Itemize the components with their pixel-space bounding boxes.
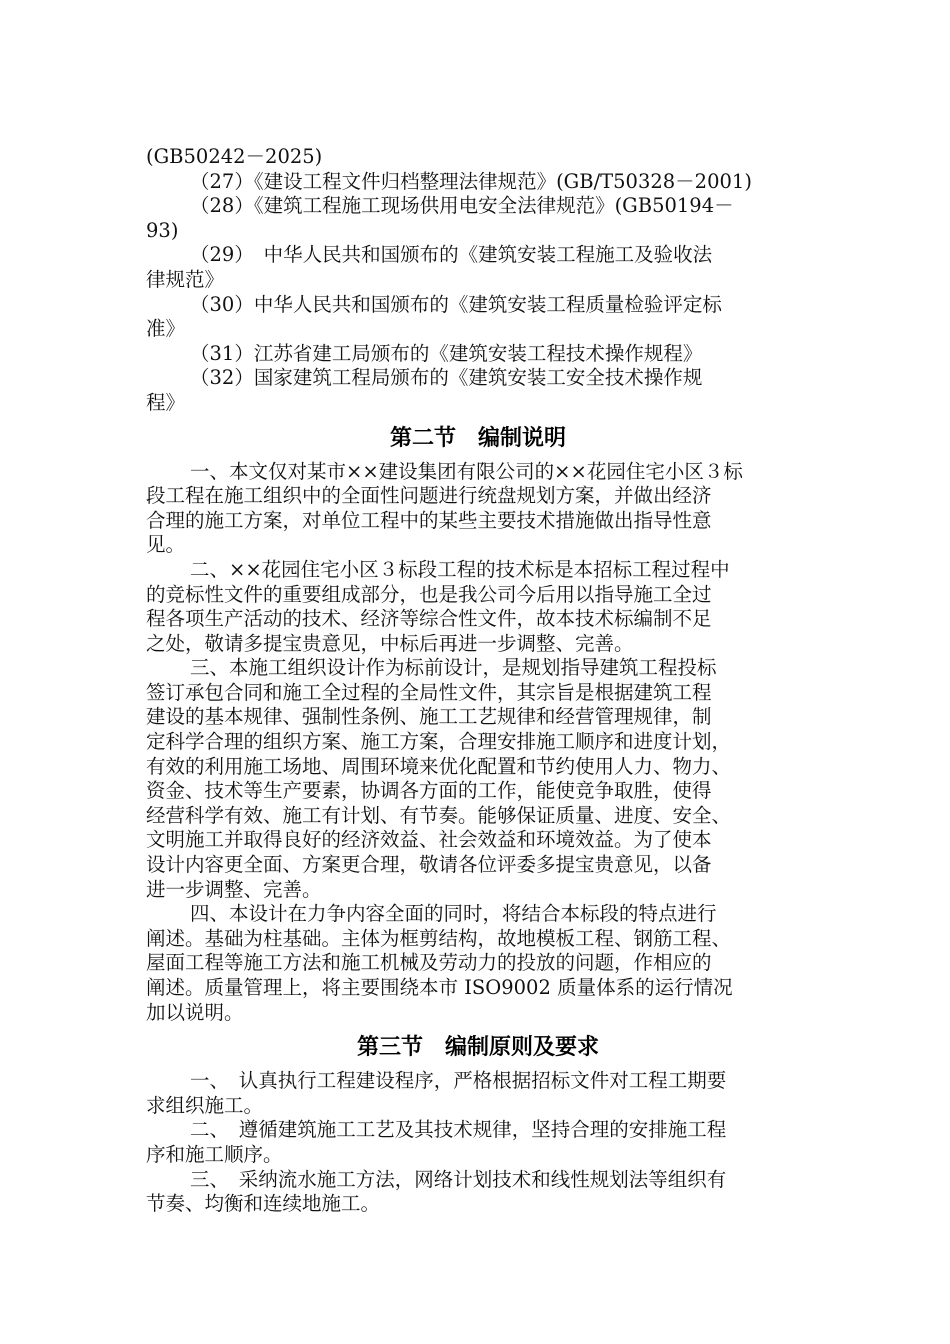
reference-line: （29） 中华人民共和国颁布的《建筑安装工程施工及验收法 bbox=[190, 243, 713, 267]
paragraph-line: 二、 遵循建筑施工工艺及其技术规律，坚持合理的安排施工程 bbox=[190, 1118, 727, 1142]
reference-line: （30）中华人民共和国颁布的《建筑安装工程质量检验评定标 bbox=[190, 292, 722, 316]
paragraph-line: 合理的施工方案，对单位工程中的某些主要技术措施做出指导性意 bbox=[146, 508, 712, 532]
paragraph-line: 的竞标性文件的重要组成部分，也是我公司今后用以指导施工全过 bbox=[146, 582, 712, 606]
paragraph-line: 三、本施工组织设计作为标前设计，是规划指导建筑工程投标 bbox=[190, 656, 717, 680]
paragraph-line: 文明施工并取得良好的经济效益、社会效益和环境效益。为了使本 bbox=[146, 828, 712, 852]
section-3-body bbox=[146, 1069, 810, 1217]
paragraph-line: 之处，敬请多提宝贵意见，中标后再进一步调整、完善。 bbox=[146, 631, 634, 655]
paragraph-line: 设计内容更全面、方案更合理，敬请各位评委多提宝贵意见，以备 bbox=[146, 853, 712, 877]
reference-line: (GB50242－2025) bbox=[146, 145, 323, 168]
paragraph-line: 一、 认真执行工程建设程序，严格根据招标文件对工程工期要 bbox=[190, 1069, 727, 1093]
paragraph-line: 节奏、均衡和连续地施工。 bbox=[146, 1192, 381, 1216]
paragraph-line: 加以说明。 bbox=[146, 1000, 244, 1024]
reference-list bbox=[146, 145, 810, 416]
section-3-heading: 第三节 编制原则及要求 bbox=[356, 1035, 599, 1061]
paragraph-line: 四、本设计在力争内容全面的同时，将结合本标段的特点进行 bbox=[190, 902, 717, 926]
reference-line: 准》 bbox=[146, 317, 186, 341]
paragraph-line: 签订承包合同和施工全过程的全局性文件，其宗旨是根据建筑工程 bbox=[146, 680, 712, 704]
paragraph-line: 有效的利用施工场地、周围环境来优化配置和节约使用人力、物力、 bbox=[146, 754, 732, 778]
paragraph-line: 定科学合理的组织方案、施工方案，合理安排施工顺序和进度计划， bbox=[146, 730, 732, 754]
paragraph-line: 二、××花园住宅小区３标段工程的技术标是本招标工程过程中 bbox=[190, 557, 730, 581]
paragraph-line: 段工程在施工组织中的全面性问题进行统盘规划方案，并做出经济 bbox=[146, 484, 712, 508]
reference-line: （27）《建设工程文件归档整理法律规范》(GB/T50328－2001) bbox=[190, 169, 752, 193]
document-page bbox=[146, 145, 810, 1217]
paragraph-line: 一、本文仅对某市××建设集团有限公司的××花园住宅小区３标 bbox=[190, 459, 743, 483]
reference-line: 程》 bbox=[146, 390, 186, 414]
paragraph-line: 求组织施工。 bbox=[146, 1093, 264, 1117]
paragraph-line: 资金、技术等生产要素，协调各方面的工作，能使竞争取胜，使得 bbox=[146, 779, 712, 803]
paragraph-line: 阐述。质量管理上，将主要围绕本市 ISO9002 质量体系的运行情况 bbox=[146, 976, 733, 999]
reference-line: 律规范》 bbox=[146, 267, 225, 291]
paragraph-line: 三、 采纳流水施工方法，网络计划技术和线性规划法等组织有 bbox=[190, 1167, 727, 1191]
paragraph-line: 见。 bbox=[146, 533, 186, 557]
paragraph-line: 经营科学有效、施工有计划、有节奏。能够保证质量、进度、安全、 bbox=[146, 803, 732, 827]
reference-line: （31）江苏省建工局颁布的《建筑安装工程技术操作规程》 bbox=[190, 341, 703, 365]
paragraph-line: 建设的基本规律、强制性条例、施工工艺规律和经营管理规律，制 bbox=[146, 705, 712, 729]
paragraph-line: 屋面工程等施工方法和施工机械及劳动力的投放的问题，作相应的 bbox=[146, 951, 712, 975]
paragraph-line: 序和施工顺序。 bbox=[146, 1142, 283, 1166]
reference-line: 93) bbox=[146, 218, 179, 242]
paragraph-line: 阐述。基础为柱基础。主体为框剪结构，故地模板工程、钢筋工程、 bbox=[146, 926, 732, 950]
reference-line: （32）国家建筑工程局颁布的《建筑安装工安全技术操作规 bbox=[190, 366, 703, 390]
section-2-body bbox=[146, 460, 810, 1026]
paragraph-line: 进一步调整、完善。 bbox=[146, 877, 322, 901]
section-2-heading: 第二节 编制说明 bbox=[389, 425, 566, 451]
reference-line: （28）《建筑工程施工现场供用电安全法律规范》(GB50194－ bbox=[190, 194, 734, 218]
paragraph-line: 程各项生产活动的技术、经济等综合性文件，故本技术标编制不足 bbox=[146, 607, 712, 631]
